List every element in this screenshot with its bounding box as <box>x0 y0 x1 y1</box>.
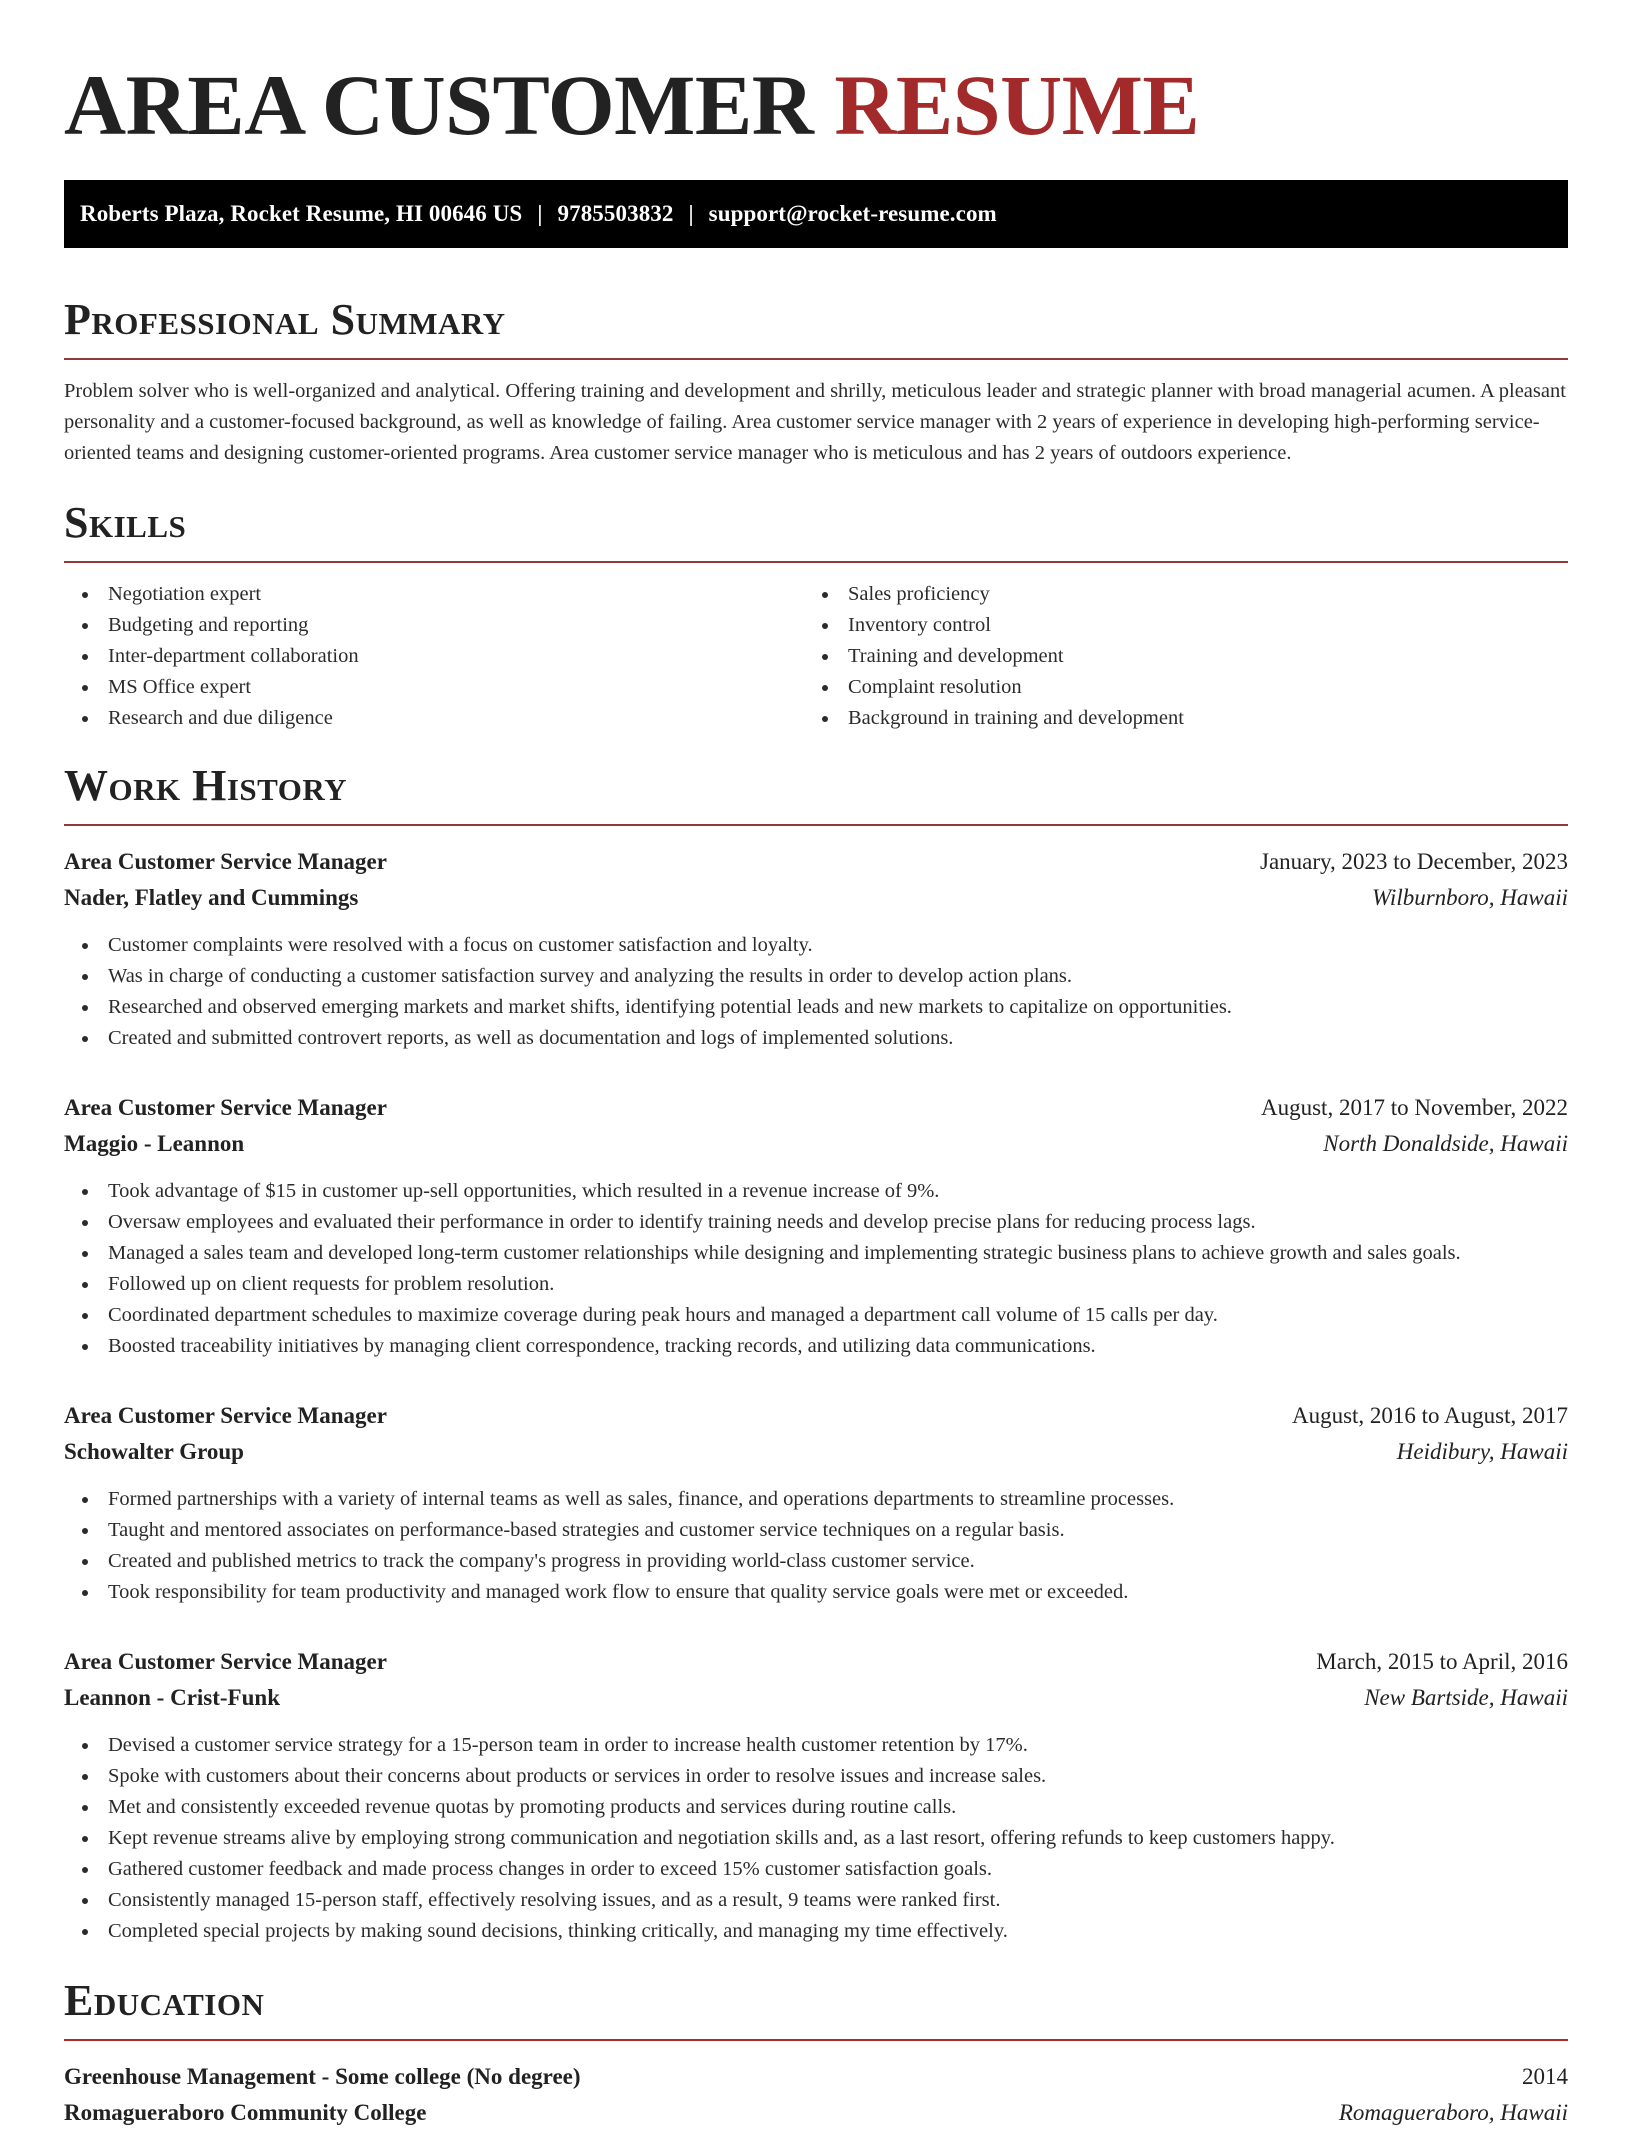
education-year: 2014 <box>1522 2064 1568 2089</box>
job-dates: August, 2016 to August, 2017 <box>1291 1403 1568 1428</box>
job-bullet: Took advantage of $15 in customer up-sell opportunities, which resulted in a revenue increase of 9%. <box>64 1176 1568 1207</box>
skills-section <box>64 498 1568 734</box>
job-location: New Bartside, Hawaii <box>1364 1685 1568 1710</box>
job-bullet: Customer complaints were resolved with a focus on customer satisfaction and loyalty. <box>64 930 1568 961</box>
job-company: Nader, Flatley and Cummings <box>64 885 359 910</box>
education-location: Romagueraboro, Hawaii <box>1338 2100 1568 2125</box>
job-bullet: Spoke with customers about their concerns about products or services in order to resolve issues and increase sales. <box>64 1761 1568 1792</box>
contact-email[interactable]: support@rocket-resume.com <box>708 201 997 226</box>
job-bullet: Completed special projects by making sound decisions, thinking critically, and managing my time effectively. <box>64 1916 1568 1947</box>
job-location: North Donaldside, Hawaii <box>1323 1131 1568 1156</box>
job-bullets <box>64 1730 1568 1947</box>
job-subheader <box>64 1126 1568 1162</box>
contact-separator: | <box>537 201 543 226</box>
summary-text: Problem solver who is well-organized and analytical. Offering training and development and shrilly, meticulous leader and strategic planner with broad managerial acumen. A pleasant personality and a customer-focused background, as well as knowledge of failing. Area customer service manager with 2 years of experience in developing high-performing service-oriented teams and designing customer-oriented programs. Area customer service manager who is meticulous and has 2 years of outdoors experience. <box>64 380 1566 464</box>
education-school: Romagueraboro Community College <box>64 2100 427 2125</box>
job-bullet: Gathered customer feedback and made process changes in order to exceed 15% customer satisfaction goals. <box>64 1854 1568 1885</box>
resume-title <box>64 57 1568 153</box>
job-bullet: Researched and observed emerging markets and market shifts, identifying potential leads and new markets to capitalize on opportunities. <box>64 992 1568 1023</box>
education-header <box>64 2059 1568 2095</box>
job-bullet: Coordinated department schedules to maximize coverage during peak hours and managed a department call volume of 15 calls per day. <box>64 1300 1568 1331</box>
job-dates: March, 2015 to April, 2016 <box>1316 1649 1568 1674</box>
job-bullet: Formed partnerships with a variety of internal teams as well as sales, finance, and operations departments to streamline processes. <box>64 1484 1568 1515</box>
job-header <box>64 1644 1568 1680</box>
job-bullet: Kept revenue streams alive by employing strong communication and negotiation skills and, as a last resort, offering refunds to keep customers happy. <box>64 1823 1568 1854</box>
job-entry <box>64 1644 1568 1947</box>
job-bullet: Taught and mentored associates on performance-based strategies and customer service techniques on a regular basis. <box>64 1515 1568 1546</box>
skill-item: Budgeting and reporting <box>64 610 804 641</box>
job-header <box>64 844 1568 880</box>
education-heading: Education <box>64 1976 265 2025</box>
contact-phone[interactable]: 9785503832 <box>557 201 674 226</box>
job-bullet: Followed up on client requests for problem resolution. <box>64 1269 1568 1300</box>
skills-heading: Skills <box>64 498 187 547</box>
job-header <box>64 1398 1568 1434</box>
education-subheader <box>64 2095 1568 2131</box>
job-role: Area Customer Service Manager <box>64 849 387 874</box>
education-section <box>64 1976 1568 2131</box>
section-divider <box>64 2039 1568 2041</box>
job-bullet: Took responsibility for team productivity and managed work flow to ensure that quality service goals were met or exceeded. <box>64 1577 1568 1608</box>
contact-address: Roberts Plaza, Rocket Resume, HI 00646 US <box>80 201 523 226</box>
job-role: Area Customer Service Manager <box>64 1095 387 1120</box>
job-role: Area Customer Service Manager <box>64 1649 387 1674</box>
job-bullet: Met and consistently exceeded revenue quotas by promoting products and services during routine calls. <box>64 1792 1568 1823</box>
job-subheader <box>64 1434 1568 1470</box>
job-bullet: Created and published metrics to track the company's progress in providing world-class customer service. <box>64 1546 1568 1577</box>
title-accent: RESUME <box>834 57 1200 153</box>
job-company: Leannon - Crist-Funk <box>64 1685 280 1710</box>
skill-item: Training and development <box>804 641 1544 672</box>
job-bullets <box>64 1176 1568 1362</box>
job-bullets <box>64 930 1568 1054</box>
skills-list-left <box>64 579 804 734</box>
job-location: Wilburnboro, Hawaii <box>1372 885 1568 910</box>
section-divider <box>64 824 1568 826</box>
job-subheader <box>64 880 1568 916</box>
job-bullet: Consistently managed 15-person staff, effectively resolving issues, and as a result, 9 teams were ranked first. <box>64 1885 1568 1916</box>
job-entry <box>64 1090 1568 1362</box>
job-company: Maggio - Leannon <box>64 1131 245 1156</box>
skill-item: Sales proficiency <box>804 579 1544 610</box>
job-bullets <box>64 1484 1568 1608</box>
job-bullet: Created and submitted controvert reports, as well as documentation and logs of implemented solutions. <box>64 1023 1568 1054</box>
skill-item: Background in training and development <box>804 703 1544 734</box>
summary-heading: Professional Summary <box>64 295 506 344</box>
education-entry <box>64 2059 1568 2131</box>
skill-item: MS Office expert <box>64 672 804 703</box>
skill-item: Inter-department collaboration <box>64 641 804 672</box>
title-main: AREA CUSTOMER <box>64 57 814 153</box>
job-role: Area Customer Service Manager <box>64 1403 387 1428</box>
job-bullet: Managed a sales team and developed long-term customer relationships while designing and implementing strategic business plans to achieve growth and sales goals. <box>64 1238 1568 1269</box>
contact-bar <box>64 180 1568 248</box>
skill-item: Complaint resolution <box>804 672 1544 703</box>
job-dates: January, 2023 to December, 2023 <box>1260 849 1568 874</box>
work-history-section <box>64 761 1568 1947</box>
skills-list-right <box>804 579 1544 734</box>
job-location: Heidibury, Hawaii <box>1396 1439 1568 1464</box>
work-history-heading: Work History <box>64 761 348 810</box>
job-bullet: Oversaw employees and evaluated their performance in order to identify training needs and develop precise plans for reducing process lags. <box>64 1207 1568 1238</box>
summary-section <box>64 295 1568 469</box>
skills-columns <box>64 579 1568 734</box>
job-bullet: Boosted traceability initiatives by managing client correspondence, tracking records, and utilizing data communications. <box>64 1331 1568 1362</box>
job-bullet: Was in charge of conducting a customer satisfaction survey and analyzing the results in order to develop action plans. <box>64 961 1568 992</box>
skill-item: Research and due diligence <box>64 703 804 734</box>
job-header <box>64 1090 1568 1126</box>
job-subheader <box>64 1680 1568 1716</box>
job-dates: August, 2017 to November, 2022 <box>1261 1095 1568 1120</box>
section-divider <box>64 358 1568 360</box>
job-entry <box>64 1398 1568 1608</box>
job-bullet: Devised a customer service strategy for a 15-person team in order to increase health customer retention by 17%. <box>64 1730 1568 1761</box>
job-entry <box>64 844 1568 1054</box>
skill-item: Inventory control <box>804 610 1544 641</box>
education-degree: Greenhouse Management - Some college (No degree) <box>64 2064 581 2089</box>
section-divider <box>64 561 1568 563</box>
contact-separator: | <box>688 201 694 226</box>
job-company: Schowalter Group <box>64 1439 244 1464</box>
skill-item: Negotiation expert <box>64 579 804 610</box>
